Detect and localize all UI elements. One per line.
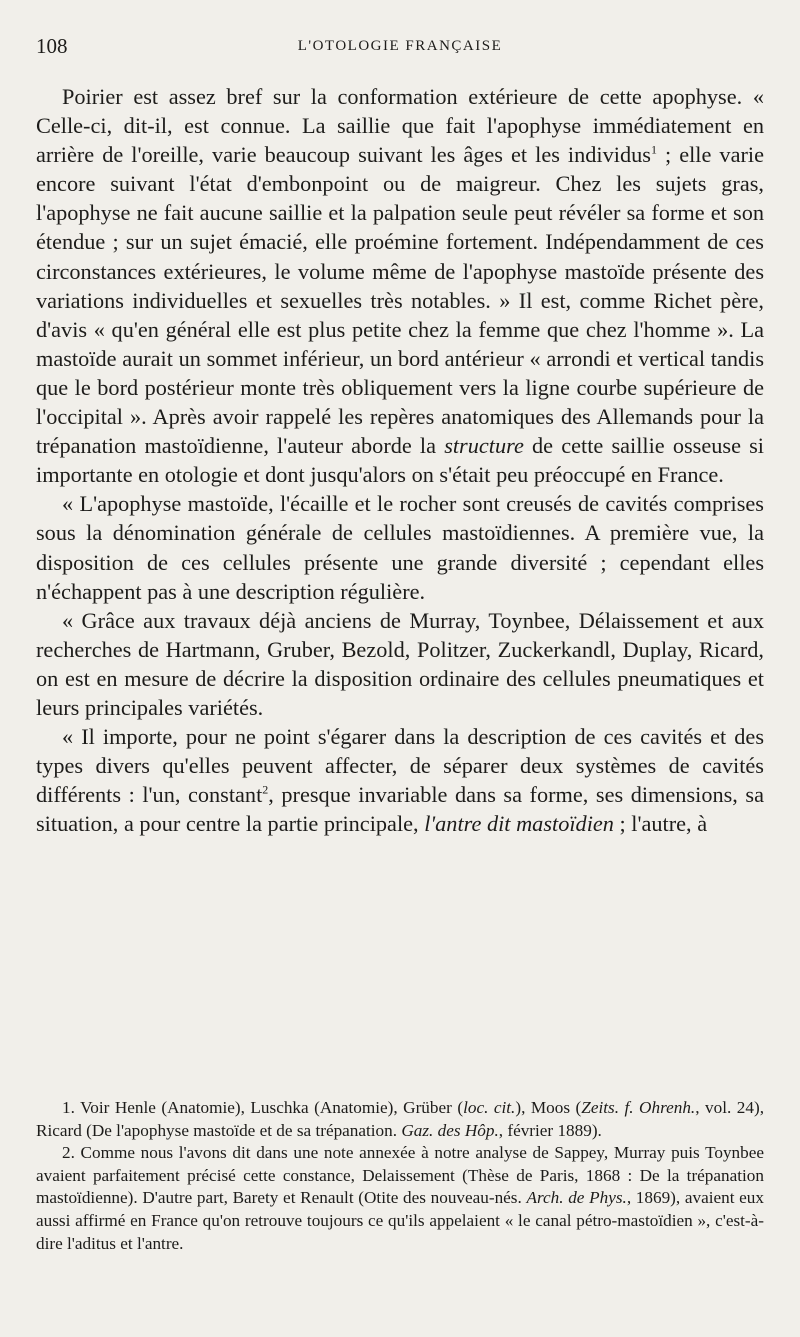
text-run: 2. Comme nous l'avons dit dans une note annexée à notre analyse de Sappey, Murray puis Toynbee avaient parfaitement précisé cette constance, Delaissement (Thèse de Paris, 1868 : De la trépanation mastoïdienne). D'autre part, Barety et Renault (Otite des nouveau-nés.	[36, 1143, 764, 1208]
italic-text: Gaz. des Hôp.	[401, 1120, 499, 1140]
text-run: ), Moos (	[515, 1098, 582, 1117]
text-run: « Il importe, pour ne point s'égarer dans la description de ces cavités et des types divers qu'elles peuvent affecter, de séparer deux systèmes de cavités différents : l'un, constant	[36, 724, 764, 808]
italic-text: l'antre dit mastoïdien	[424, 811, 614, 837]
body-text	[36, 82, 764, 838]
footnote	[36, 1142, 764, 1255]
running-head: L'OTOLOGIE FRANÇAISE	[297, 38, 503, 54]
text-run: ; l'autre, à	[613, 811, 708, 837]
page-header	[36, 34, 764, 64]
italic-text: Arch. de Phys.	[526, 1188, 627, 1208]
paragraph	[36, 489, 764, 605]
text-run: « Grâce aux travaux déjà anciens de Murray, Toynbee, Délaissement et aux recherches de Hartmann, Gruber, Bezold, Politzer, Zuckerkandl, Duplay, Ricard, on est en mesure de décrire la disposition ordinaire des cellules pneumatiques et leurs principales variétés.	[36, 607, 764, 720]
footnote-marker: 1	[650, 142, 657, 157]
text-run: de cette saillie osseuse si importante en otologie et dont jusqu'alors on s'était peu préoccupé en France.	[36, 433, 764, 488]
page-number: 108	[36, 34, 68, 58]
paragraph	[36, 606, 764, 722]
text-run: , février 1889).	[498, 1120, 602, 1140]
footnote	[36, 1097, 764, 1142]
text-run: ; elle varie encore suivant l'état d'embonpoint ou de maigreur. Chez les sujets gras, l'apophyse ne fait aucune saillie et la palpation seule peut révéler sa forme et son étendue ; sur un sujet émacié, elle proémine fortement. Indépendamment de ces circonstances extérieures, le volume même de l'apophyse mastoïde présente des variations individuelles et sexuelles très notables. » Il est, comme Richet père, d'avis « qu'en général elle est plus petite chez la femme que chez l'homme ». La mastoïde aurait un sommet inférieur, un bord antérieur « arrondi et vertical tandis que le bord postérieur monte très obliquement vers la ligne courbe supérieure de l'occipital ». Après avoir rappelé les repères anatomiques des Allemands pour la trépanation mastoïdienne, l'auteur aborde la	[36, 142, 764, 459]
paragraph	[36, 722, 764, 838]
text-run: 1. Voir Henle (Anatomie), Luschka (Anatomie), Grüber (	[62, 1098, 464, 1117]
italic-text: Zeits. f. Ohrenh.	[581, 1098, 696, 1117]
text-run: , 1869), avaient eux aussi affirmé en France qu'on retrouve toujours ce qu'ils appelaient « le canal pétro-mastoïdien », c'est-à-dire l'aditus et l'antre.	[36, 1188, 764, 1253]
text-run: Poirier est assez bref sur la conformation extérieure de cette apophyse. « Celle-ci, dit-il, est connue. La saillie que fait l'apophyse immédiatement en arrière de l'oreille, varie beaucoup suivant les âges et les individus	[36, 84, 764, 168]
text-run: , vol. 24), Ricard (De l'apophyse mastoïde et de sa trépanation.	[36, 1098, 764, 1140]
italic-text: loc. cit.	[463, 1098, 516, 1117]
paragraph	[36, 82, 764, 489]
text-run: « L'apophyse mastoïde, l'écaille et le rocher sont creusés de cavités comprises sous la dénomination générale de cellules mastoïdiennes. A première vue, la disposition de ces cellules présente une grande diversité ; cependant elles n'échappent pas à une description régulière.	[36, 491, 764, 604]
text-run: , presque invariable dans sa forme, ses dimensions, sa situation, a pour centre la partie principale,	[36, 782, 764, 837]
footnote-marker: 2	[262, 782, 269, 797]
italic-text: structure	[444, 433, 524, 459]
footnotes	[36, 1097, 764, 1255]
